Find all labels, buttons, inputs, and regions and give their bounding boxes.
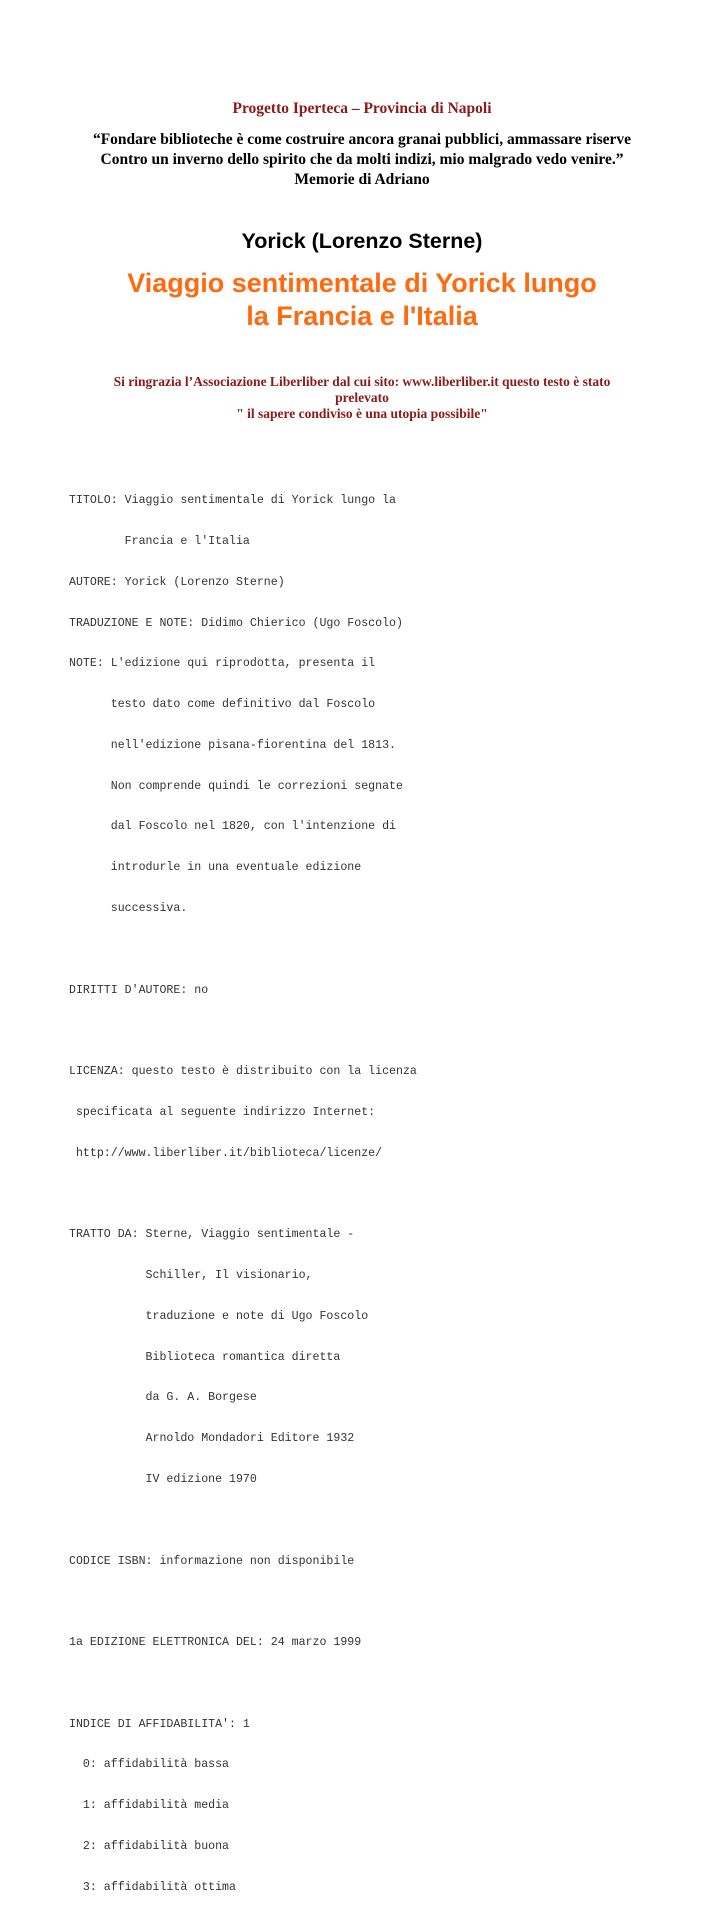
metadata-line: NOTE: L'edizione qui riprodotta, presenta il	[69, 657, 376, 671]
quote-source: Memorie di Adriano	[294, 171, 430, 188]
metadata-blank-line	[69, 943, 417, 957]
metadata-line: AUTORE: Yorick (Lorenzo Sterne)	[69, 575, 285, 589]
metadata-line: Francia e l'Italia	[69, 534, 250, 548]
metadata-line: TRADUZIONE E NOTE: Didimo Chierico (Ugo Foscolo)	[69, 616, 403, 630]
metadata-line: specificata al seguente indirizzo Internet:	[69, 1105, 376, 1119]
metadata-line: IV edizione 1970	[69, 1472, 257, 1486]
book-title-line: la Francia e l'Italia	[246, 301, 478, 331]
acknowledgment-motto: " il sapere condiviso è una utopia possibile"	[236, 406, 488, 421]
book-author: Yorick (Lorenzo Sterne)	[241, 229, 483, 253]
epigraph-quote	[0, 130, 724, 190]
metadata-line: Arnoldo Mondadori Editore 1932	[69, 1432, 355, 1446]
metadata-blank-line	[69, 1677, 417, 1691]
book-title-line: Viaggio sentimentale di Yorick lungo	[127, 268, 597, 298]
metadata-blank-line	[69, 1024, 417, 1038]
metadata-line: INDICE DI AFFIDABILITA': 1	[69, 1717, 250, 1731]
metadata-blank-line	[69, 1595, 417, 1609]
acknowledgment-line: prelevato	[335, 390, 389, 405]
metadata-line: 3: affidabilità ottima	[69, 1880, 236, 1894]
metadata-blank-line	[69, 1514, 417, 1528]
metadata-line: traduzione e note di Ugo Foscolo	[69, 1309, 369, 1323]
metadata-line: 2: affidabilità buona	[69, 1839, 230, 1853]
quote-line: Contro un inverno dello spirito che da molti indizi, mio malgrado vedo venire.”	[100, 151, 624, 168]
metadata-line: dal Foscolo nel 1820, con l'intenzione di	[69, 820, 396, 834]
metadata-line: successiva.	[69, 902, 188, 915]
acknowledgment	[0, 374, 724, 422]
metadata-line: Non comprende quindi le correzioni segnate	[69, 779, 403, 793]
metadata-line: nell'edizione pisana-fiorentina del 1813.	[69, 738, 396, 752]
book-title	[0, 267, 724, 333]
metadata-line: DIRITTI D'AUTORE: no	[69, 983, 209, 997]
metadata-blank-line	[69, 1187, 417, 1201]
metadata-line: Biblioteca romantica diretta	[69, 1350, 341, 1364]
metadata-line: 1a EDIZIONE ELETTRONICA DEL: 24 marzo 1999	[69, 1636, 362, 1650]
metadata-line: introdurle in una eventuale edizione	[69, 861, 362, 875]
metadata-line: LICENZA: questo testo è distribuito con la licenza	[69, 1065, 417, 1079]
metadata-line: TITOLO: Viaggio sentimentale di Yorick lungo la	[69, 494, 396, 508]
metadata-block	[69, 467, 417, 1922]
metadata-line: testo dato come definitivo dal Foscolo	[69, 698, 376, 712]
metadata-line: CODICE ISBN: informazione non disponibile	[69, 1554, 355, 1568]
quote-line: “Fondare biblioteche è come costruire ancora granai pubblici, ammassare riserve	[92, 131, 632, 148]
metadata-line: TRATTO DA: Sterne, Viaggio sentimentale -	[69, 1228, 355, 1242]
metadata-line: Schiller, Il visionario,	[69, 1269, 313, 1283]
metadata-line: 1: affidabilità media	[69, 1799, 230, 1813]
metadata-line: http://www.liberliber.it/biblioteca/licenze/	[69, 1146, 383, 1160]
metadata-line: 0: affidabilità bassa	[69, 1758, 230, 1772]
acknowledgment-line: Si ringrazia l’Associazione Liberliber dal cui sito: www.liberliber.it questo testo è stato	[113, 374, 611, 389]
project-header: Progetto Iperteca – Provincia di Napoli	[232, 100, 492, 117]
metadata-line: da G. A. Borgese	[69, 1391, 257, 1405]
